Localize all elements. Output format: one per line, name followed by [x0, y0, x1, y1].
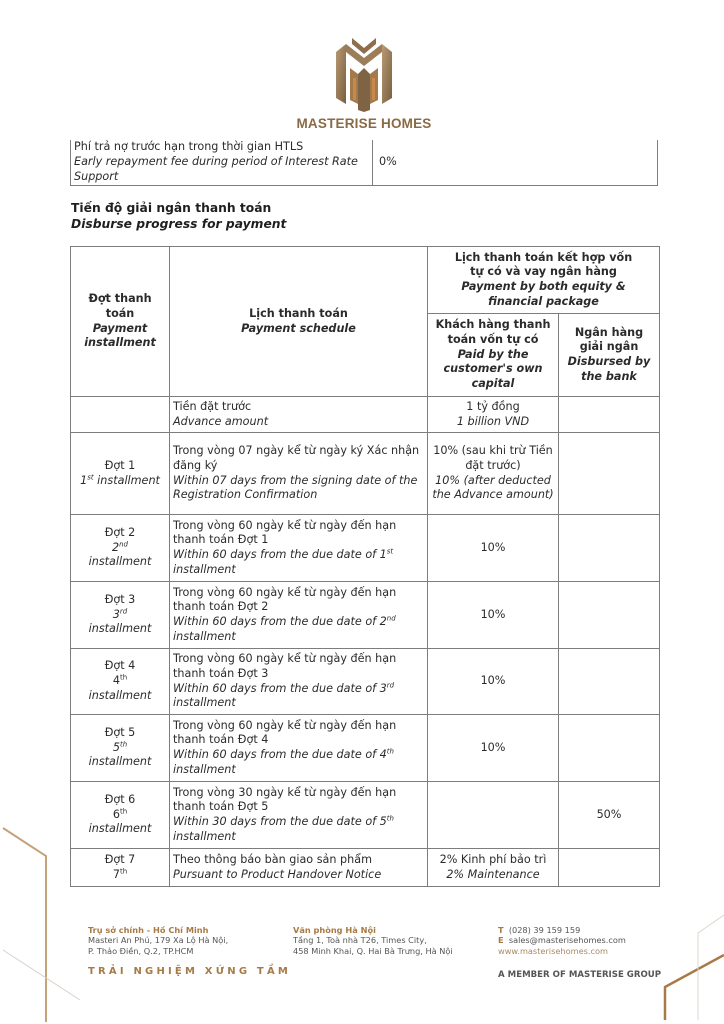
member-of-group: A MEMBER OF MASTERISE GROUP: [498, 970, 662, 980]
header-customer-vi: Khách hàng thanh toán vốn tự có: [435, 318, 551, 346]
schedule-en: [173, 615, 424, 644]
installment-en: installment: [88, 822, 152, 836]
footer-hn-office: [293, 925, 453, 956]
early-repayment-value: 0%: [373, 140, 658, 186]
installment-ordinal: [74, 741, 166, 756]
tagline: TRẢI NGHIỆM XỨNG TẦM: [88, 966, 292, 977]
installment-en: installment: [88, 555, 152, 569]
installment-vi: Đợt 7: [104, 852, 136, 866]
header-schedule: [170, 247, 428, 397]
header-installment: [71, 247, 170, 397]
customer-en: 2% Maintenance: [446, 867, 540, 881]
customer-cell: [428, 433, 559, 515]
schedule-cell: [170, 397, 428, 433]
header-bank-en: Disbursed by the bank: [567, 355, 651, 383]
schedule-vi: Trong vòng 60 ngày kể từ ngày đến hạn thanh toán Đợt 3: [173, 652, 397, 680]
ordinal-number: 5: [112, 740, 120, 754]
schedule-vi: Trong vòng 60 ngày kể từ ngày đến hạn thanh toán Đợt 1: [173, 518, 397, 547]
schedule-vi: Trong vòng 60 ngày kể từ ngày đến hạn thanh toán Đợt 4: [173, 718, 397, 747]
schedule-cell: [170, 582, 428, 649]
schedule-en-text: Within 60 days from the due date of 2: [173, 615, 387, 628]
header-bank-vi: Ngân hàng giải ngân: [574, 325, 644, 354]
bank-cell: [559, 397, 660, 433]
ordinal-suffix: st: [386, 547, 394, 556]
customer-cell: 10%: [428, 582, 559, 649]
ordinal-suffix: th: [119, 739, 128, 748]
schedule-en-text: Within 60 days from the due date of 4: [173, 748, 387, 761]
customer-cell: [428, 397, 559, 433]
schedule-en-tail: installment: [173, 629, 236, 643]
table-row-installment-6: [71, 782, 660, 849]
schedule-cell: [170, 849, 428, 887]
footer-hcm-office: [88, 925, 228, 956]
masterise-homes-logo: [296, 38, 432, 131]
hn-office-title: Văn phòng Hà Nội: [293, 925, 376, 935]
section-title-vi: Tiến độ giải ngân thanh toán: [71, 201, 272, 215]
section-title-en: Disburse progress for payment: [71, 216, 287, 231]
bank-cell: [559, 649, 660, 715]
schedule-en-text: Within 30 days from the due date of 5: [173, 815, 387, 828]
customer-cell: 10%: [428, 715, 559, 782]
payment-schedule-table: [70, 246, 660, 887]
header-row: [71, 247, 660, 314]
installment-en: installment: [88, 755, 152, 769]
customer-cell: 10%: [428, 649, 559, 715]
installment-cell: [71, 649, 170, 715]
hcm-address-line-1: Masteri An Phú, 179 Xa Lộ Hà Nội,: [88, 935, 229, 946]
installment-ordinal: [74, 674, 166, 689]
header-combined: [428, 247, 660, 314]
installment-vi: Đợt 6: [104, 792, 136, 806]
header-customer: [428, 314, 559, 397]
header-schedule-vi: Lịch thanh toán: [249, 306, 348, 320]
header-combined-en: Payment by both equity & financial package: [461, 280, 626, 308]
schedule-en: [173, 548, 424, 577]
ordinal-suffix: th: [119, 806, 128, 815]
header-installment-vi: Đợt thanh toán: [88, 292, 152, 320]
installment-en: installment: [88, 688, 152, 702]
ordinal-number: 2: [111, 540, 120, 554]
installment-vi: Đợt 1: [104, 458, 136, 472]
ordinal-suffix: th: [386, 747, 394, 756]
brand-name: MASTERISE HOMES: [296, 116, 432, 131]
table-row-installment-4: [71, 649, 660, 715]
table-row-installment-2: [71, 515, 660, 582]
customer-en: 10% (after deducted the Advance amount): [432, 473, 554, 502]
phone-number: (028) 39 159 159: [508, 925, 581, 935]
ordinal-number: 4: [112, 674, 120, 688]
bank-cell: [559, 582, 660, 649]
schedule-en: Advance amount: [173, 414, 269, 428]
footer-contact: [498, 925, 626, 956]
label-en: Early repayment fee during period of Interest Rate Support: [74, 155, 358, 183]
header-installment-en: Payment installment: [84, 321, 156, 350]
phone-label: T: [498, 925, 504, 935]
table-row-installment-3: [71, 582, 660, 649]
hcm-address-line-2: P. Thảo Điền, Q.2, TP.HCM: [88, 945, 194, 956]
schedule-en-tail: installment: [173, 562, 236, 576]
installment-vi: Đợt 5: [104, 725, 136, 739]
installment-cell: [71, 397, 170, 433]
hn-address-line-2: 458 Minh Khai, Q. Hai Bà Trưng, Hà Nội: [293, 945, 453, 956]
customer-vi: 2% Kinh phí bảo trì: [439, 852, 547, 866]
customer-cell: 10%: [428, 515, 559, 582]
schedule-en-text: Within 60 days from the due date of 1: [173, 548, 387, 561]
customer-cell: [428, 849, 559, 887]
ordinal-suffix: rd: [386, 680, 395, 689]
schedule-cell: [170, 715, 428, 782]
bank-cell: [559, 715, 660, 782]
installment-cell: [71, 515, 170, 582]
ordinal-number: 7: [112, 867, 120, 881]
email-label: E: [498, 935, 504, 946]
header-schedule-en: Payment schedule: [241, 321, 356, 335]
customer-en: 1 billion VND: [456, 414, 530, 428]
table-row-installment-7: [71, 849, 660, 887]
schedule-en: [173, 748, 424, 777]
masterise-logo-icon: [334, 38, 394, 112]
installment-vi: Đợt 4: [104, 659, 136, 673]
ordinal-suffix: nd: [119, 539, 128, 548]
schedule-en: Within 07 days from the signing date of the Registration Confirmation: [173, 473, 418, 502]
schedule-vi: Trong vòng 07 ngày kể từ ngày ký Xác nhận đăng ký: [173, 444, 420, 472]
bank-cell: [559, 515, 660, 582]
header-combined-vi: Lịch thanh toán kết hợp vốn tự có và vay ngân hàng: [454, 250, 633, 279]
ordinal-number: 3: [112, 607, 120, 621]
installment-ordinal: [74, 608, 166, 623]
customer-cell: [428, 782, 559, 849]
table-row-advance: [71, 397, 660, 433]
section-title: [71, 201, 286, 232]
installment-cell: [71, 582, 170, 649]
table-row-installment-5: [71, 715, 660, 782]
header-bank: [559, 314, 660, 397]
bank-cell: 50%: [559, 782, 660, 849]
ordinal-suffix: nd: [386, 614, 396, 623]
schedule-en: [173, 682, 424, 711]
schedule-cell: [170, 782, 428, 849]
early-repayment-label: [71, 140, 373, 186]
installment-cell: [71, 715, 170, 782]
website-link[interactable]: www.masterisehomes.com: [498, 945, 608, 956]
email-line: [498, 935, 626, 945]
label-vi: Phí trả nợ trước hạn trong thời gian HTLS: [74, 140, 304, 154]
schedule-vi: Theo thông báo bàn giao sản phẩm: [173, 852, 372, 866]
ordinal-suffix: th: [119, 866, 128, 875]
installment-en: [74, 474, 166, 489]
schedule-en: Pursuant to Product Handover Notice: [173, 867, 382, 881]
customer-vi: 1 tỷ đồng: [466, 399, 520, 413]
hn-address-line-1: Tầng 1, Toà nhà T26, Times City,: [293, 935, 427, 946]
installment-cell: [71, 433, 170, 515]
schedule-en: [173, 815, 424, 844]
bank-cell: [559, 849, 660, 887]
schedule-cell: [170, 649, 428, 715]
installment-ordinal: [74, 808, 166, 823]
installment-vi: Đợt 3: [104, 592, 136, 606]
ordinal-number: 1: [80, 473, 88, 487]
schedule-cell: [170, 433, 428, 515]
table-row: [71, 140, 658, 186]
ordinal-number: 6: [112, 807, 120, 821]
ordinal-suffix: th: [386, 814, 394, 823]
hcm-office-title: Trụ sở chính - Hồ Chí Minh: [88, 925, 209, 935]
schedule-vi: Trong vòng 30 ngày kể từ ngày đến hạn thanh toán Đợt 5: [173, 785, 397, 814]
installment-en: installment: [88, 622, 152, 636]
customer-vi: 10% (sau khi trừ Tiền đặt trước): [433, 444, 553, 472]
ordinal-suffix: th: [119, 673, 128, 682]
schedule-en-tail: installment: [173, 829, 236, 843]
installment-ordinal: [74, 868, 166, 883]
installment-ordinal: [74, 541, 166, 556]
schedule-vi: Tiền đặt trước: [173, 399, 252, 413]
bank-cell: [559, 433, 660, 515]
header-customer-en: Paid by the customer's own capital: [443, 347, 543, 391]
schedule-vi: Trong vòng 60 ngày kể từ ngày đến hạn thanh toán Đợt 2: [173, 585, 397, 614]
phone-line: [498, 925, 626, 935]
schedule-en-tail: installment: [173, 696, 236, 710]
email-link[interactable]: sales@masterisehomes.com: [508, 935, 626, 946]
interest-support-table: [70, 140, 658, 186]
schedule-en-text: Within 60 days from the due date of 3: [173, 681, 387, 695]
table-row-installment-1: [71, 433, 660, 515]
installment-cell: [71, 849, 170, 887]
schedule-cell: [170, 515, 428, 582]
schedule-en-tail: installment: [173, 762, 236, 776]
installment-vi: Đợt 2: [104, 525, 136, 539]
ordinal-suffix: st: [87, 472, 94, 481]
installment-cell: [71, 782, 170, 849]
installment-word: installment: [97, 473, 160, 487]
ordinal-suffix: rd: [119, 606, 128, 615]
